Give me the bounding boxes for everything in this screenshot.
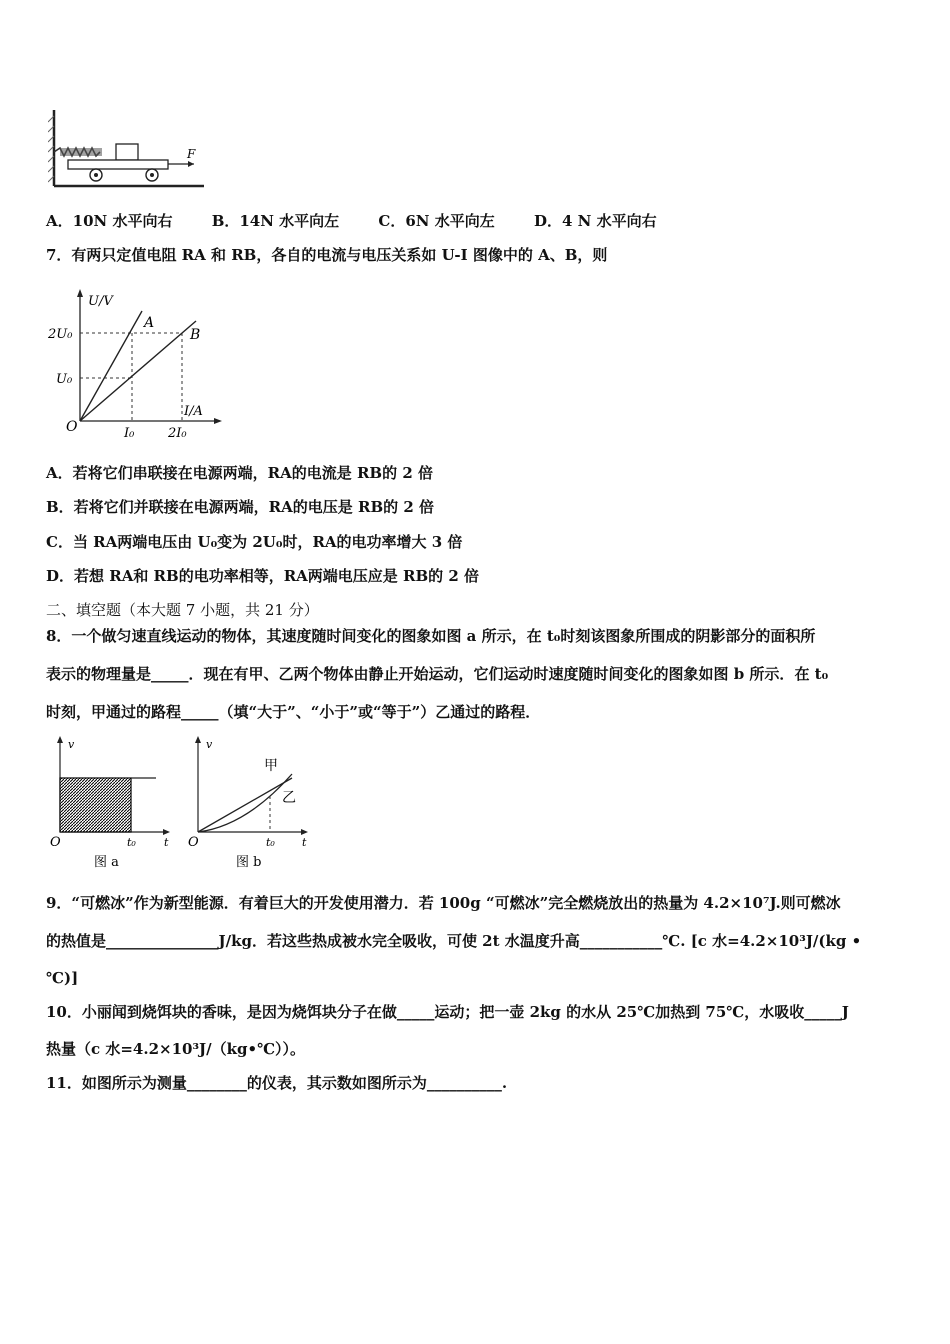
line-b-label: B — [190, 327, 201, 343]
y-tick-2u0: 2U₀ — [48, 327, 73, 342]
fig-b-jia-label: 甲 — [264, 758, 278, 774]
line-b — [80, 321, 196, 421]
fig-a-origin: O — [50, 835, 61, 850]
line-a-label: A — [144, 315, 155, 331]
q11-line-1: 11．如图所示为测量________的仪表，其示数如图所示为__________. — [46, 1074, 508, 1092]
q6-option-d: D．4 N 水平向右 — [533, 212, 657, 230]
q8-figure-a — [46, 734, 176, 874]
q7-option-a: A．若将它们串联接在电源两端，RA的电流是 RB的 2 倍 — [46, 464, 433, 482]
fig-b-t-label: t — [302, 836, 307, 849]
fig-a-caption: 图 a — [94, 855, 119, 870]
fig-a-v-label: v — [68, 738, 75, 751]
q7-option-d: D．若想 RA和 RB的电功率相等，RA两端电压应是 RB的 2 倍 — [46, 567, 480, 585]
q7-option-b: B．若将它们并联接在电源两端，RA的电压是 RB的 2 倍 — [46, 498, 435, 516]
q10-line-2: 热量（c 水=4.2×10³J/（kg•℃））。 — [46, 1040, 306, 1058]
force-label: F — [187, 147, 196, 161]
x-axis-label: I/A — [184, 404, 203, 419]
q8-figure-b — [186, 734, 316, 874]
fig-b-origin: O — [188, 835, 199, 850]
q6-options — [46, 211, 691, 231]
q6-cart-figure — [48, 104, 208, 194]
line-yi — [198, 778, 292, 832]
q10-line-1: 10．小丽闻到烧饵块的香味，是因为烧饵块分子在做_____运动；把一壶 2kg 的水从 25℃加热到 75℃，水吸收_____J — [46, 1003, 849, 1021]
q7-ui-graph — [46, 287, 226, 442]
q9-line-1: 9．“可燃冰”作为新型能源．有着巨大的开发使用潜力．若 100g “可燃冰”完全燃烧放出的热量为 4.2×10⁷J.则可燃冰 — [46, 894, 841, 912]
fig-b-caption: 图 b — [236, 855, 262, 870]
section-2-heading: 二、填空题（本大题 7 小题，共 21 分） — [46, 601, 319, 619]
x-tick-i0: I₀ — [124, 426, 135, 441]
y-axis-label: U/V — [88, 294, 113, 309]
q7-stem: 7．有两只定值电阻 RA 和 RB，各自的电流与电压关系如 U-I 图像中的 A、B，则 — [46, 246, 608, 264]
x-tick-2i0: 2I₀ — [168, 426, 187, 441]
q6-option-a: A．10N 水平向右 — [46, 212, 173, 230]
q9-line-3: ℃)] — [46, 969, 79, 987]
q9-line-2: 的热值是_______________J/kg．若这些热成被水完全吸收，可使 2t 水温度升高___________℃. [c 水=4.2×10³J/(kg • — [46, 932, 862, 950]
q6-option-b: B．14N 水平向左 — [211, 212, 340, 230]
q8-line-2: 表示的物理量是_____．现在有甲、乙两个物体由静止开始运动，它们运动时速度随时间变化的图象如图 b 所示．在 t₀ — [46, 665, 829, 683]
q8-line-1: 8．一个做匀速直线运动的物体，其速度随时间变化的图象如图 a 所示，在 t₀时刻该图象所围成的阴影部分的面积所 — [46, 627, 816, 645]
fig-b-t0: t₀ — [266, 836, 275, 849]
fig-a-t0: t₀ — [127, 836, 136, 849]
fig-b-yi-label: 乙 — [282, 790, 296, 806]
origin-label: O — [66, 419, 78, 435]
q8-line-3: 时刻，甲通过的路程_____（填“大于”、“小于”或“等于”）乙通过的路程． — [46, 703, 541, 721]
fig-a-t-label: t — [164, 836, 169, 849]
y-tick-u0: U₀ — [56, 372, 73, 387]
q7-option-c: C．当 RA两端电压由 U₀变为 2U₀时，RA的电功率增大 3 倍 — [46, 533, 463, 551]
fig-b-v-label: v — [206, 738, 213, 751]
line-a — [80, 311, 142, 421]
q6-option-c: C．6N 水平向左 — [378, 212, 495, 230]
